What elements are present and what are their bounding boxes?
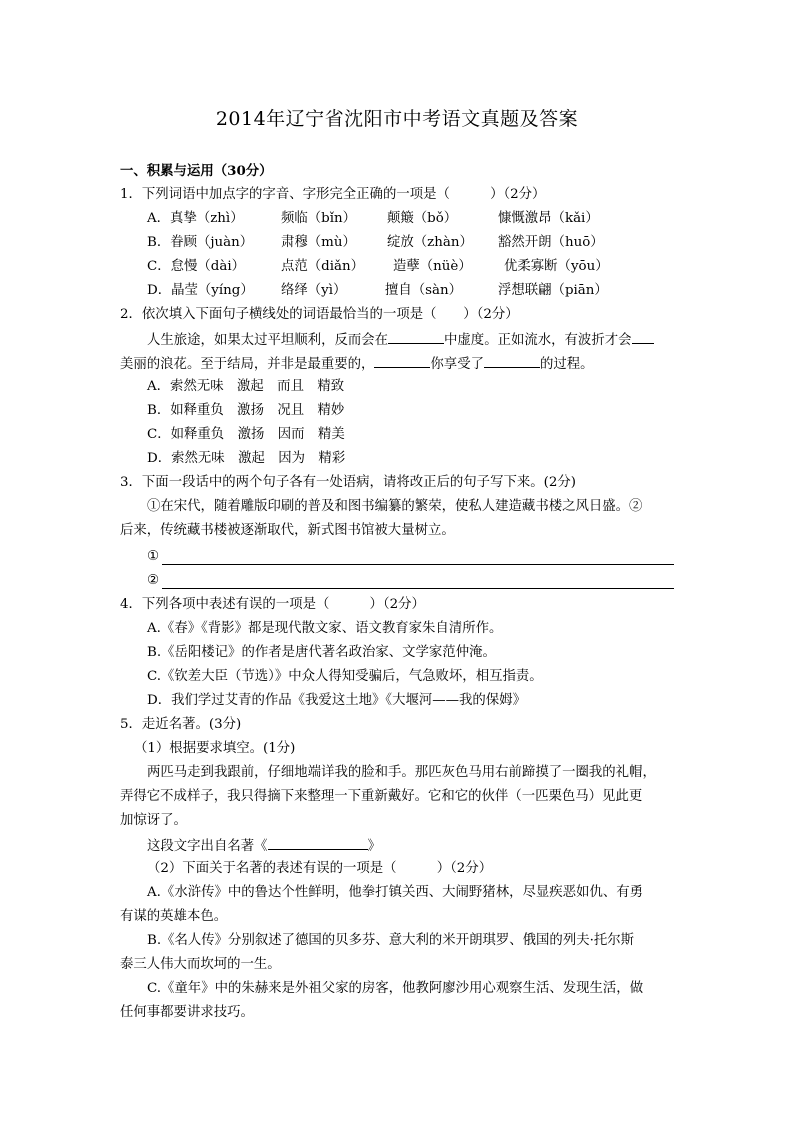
q5-passage-line-3: 加惊讶了。 xyxy=(120,813,187,828)
q1-opt-c-2: 点范（diǎn） xyxy=(281,259,365,274)
q3-paragraph-line-1: ①在宋代，随着雕版印刷的普及和图书编纂的繁荣，使私人建造藏书楼之风日盛。② xyxy=(147,499,643,514)
q3-paragraph-line-2: 后来，传统藏书楼被逐渐取代，新式图书馆被大量树立。 xyxy=(120,523,455,538)
q5-sub1: （1）根据要求填空。(1分) xyxy=(134,741,296,756)
q1-opt-b-1: B．眷顾（juàn） xyxy=(147,235,254,250)
q1-opt-a-4: 慷慨激昂（kǎi） xyxy=(498,211,599,226)
q1-opt-a-2: 频临（bǐn） xyxy=(281,211,357,226)
q1-opt-b-4: 豁然开朗（huō） xyxy=(498,235,604,250)
q1-opt-c-3: 造孽（nüè） xyxy=(393,259,472,274)
q5-passage-line-1: 两匹马走到我跟前，仔细地端详我的脸和手。那匹灰色马用右前蹄摸了一圈我的礼帽， xyxy=(147,765,656,780)
q1-opt-d-2: 络绎（yì） xyxy=(281,283,347,298)
q3-answer-label-1: ① xyxy=(147,549,160,564)
q4-opt-b: B.《岳阳楼记》的作者是唐代著名政治家、文学家范仲淹。 xyxy=(147,645,496,660)
q5-opt-b-line-2: 泰三人伟大而坎坷的一生。 xyxy=(120,957,281,972)
q5-fill-blank[interactable] xyxy=(268,835,368,850)
q1-opt-a-3: 颠簸（bǒ） xyxy=(387,211,458,226)
q4-opt-d: D．我们学过艾青的作品《我爱这土地》《大堰河——我的保姆》 xyxy=(147,693,526,708)
q5-fill-line xyxy=(147,835,381,855)
q1-stem: 1．下列词语中加点字的字音、字形完全正确的一项是（ ）（2分） xyxy=(120,187,546,202)
q4-stem: 4．下列各项中表述有误的一项是（ ）（2分） xyxy=(120,597,425,612)
q2-text-2b: 你享受了 xyxy=(430,357,484,372)
q5-opt-a-line-1: A.《水浒传》中的鲁达个性鲜明，他拳打镇关西、大闹野猪林，尽显疾恶如仇、有勇 xyxy=(147,885,643,900)
q2-blank-3 xyxy=(374,353,430,368)
q1-opt-c-1: C．怠慢（dài） xyxy=(147,259,246,274)
q2-stem: 2．依次填入下面句子横线处的词语最恰当的一项是（ ）（2分） xyxy=(120,307,519,322)
q2-text-1b: 中虚度。正如流水，有波折才会 xyxy=(444,333,632,348)
q4-opt-a: A.《春》《背影》都是现代散文家、语文教育家朱自清所作。 xyxy=(147,621,503,636)
q1-opt-d-4: 浮想联翩（piān） xyxy=(498,283,608,298)
q5-fill-text-a: 这段文字出自名著《 xyxy=(147,839,268,854)
q5-opt-c-line-1: C.《童年》中的朱赫来是外祖父家的房客，他教阿廖沙用心观察生活、发现生活，做 xyxy=(147,981,644,996)
q2-opt-d: D．索然无味 激起 因为 精彩 xyxy=(147,451,346,466)
q2-opt-c: C．如释重负 激扬 因而 精美 xyxy=(147,427,345,442)
q1-opt-b-3: 绽放（zhàn） xyxy=(387,235,473,250)
q2-text-2a: 美丽的浪花。至于结局，并非是最重要的， xyxy=(120,357,375,372)
q2-blank-1 xyxy=(388,329,444,344)
section-heading: 一、积累与运用（30分） xyxy=(120,163,273,179)
q2-blank-2 xyxy=(632,329,654,344)
q3-answer-label-2: ② xyxy=(147,573,160,588)
q2-blank-4 xyxy=(484,353,540,368)
q1-opt-d-1: D．晶莹（yíng） xyxy=(147,283,254,298)
q2-text-1a: 人生旅途，如果太过平坦顺利，反而会在 xyxy=(147,333,389,348)
q5-opt-c-line-2: 任何事都要讲求技巧。 xyxy=(120,1005,254,1020)
q1-opt-d-3: 擅自（sàn） xyxy=(385,283,463,298)
q5-fill-text-b: 》 xyxy=(367,839,381,854)
q3-stem: 3．下面一段话中的两个句子各有一处语病，请将改正后的句子写下来。(2分) xyxy=(120,475,576,490)
q2-opt-a: A．索然无味 激起 而且 精致 xyxy=(147,379,345,394)
q1-opt-b-2: 肃穆（mù） xyxy=(281,235,356,250)
q2-opt-b: B．如释重负 激扬 况且 精妙 xyxy=(147,403,345,418)
page-title: 2014年辽宁省沈阳市中考语文真题及答案 xyxy=(215,108,579,130)
q5-opt-a-line-2: 有谋的英雄本色。 xyxy=(120,909,228,924)
q2-paragraph-line-2 xyxy=(120,353,594,373)
q1-opt-a-1: A．真挚（zhì） xyxy=(147,211,244,226)
q5-opt-b-line-1: B.《名人传》分别叙述了德国的贝多芬、意大利的米开朗琪罗、俄国的列夫·托尔斯 xyxy=(147,933,635,948)
q5-sub2: （2）下面关于名著的表述有误的一项是（ ）（2分） xyxy=(147,861,493,876)
q5-stem: 5．走近名著。(3分) xyxy=(120,717,242,732)
q2-text-2c: 的过程。 xyxy=(539,357,594,372)
q3-answer-line-2[interactable] xyxy=(162,588,674,589)
q4-opt-c: C.《钦差大臣（节选）》中众人得知受骗后，气急败坏，相互指责。 xyxy=(147,669,543,684)
q1-opt-c-4: 优柔寡断（yōu） xyxy=(504,259,609,274)
q2-paragraph-line-1 xyxy=(147,329,654,349)
q5-passage-line-2: 弄得它不成样子，我只得摘下来整理一下重新戴好。它和它的伙伴（一匹栗色马）见此更 xyxy=(120,789,643,804)
q3-answer-line-1[interactable] xyxy=(162,564,674,565)
